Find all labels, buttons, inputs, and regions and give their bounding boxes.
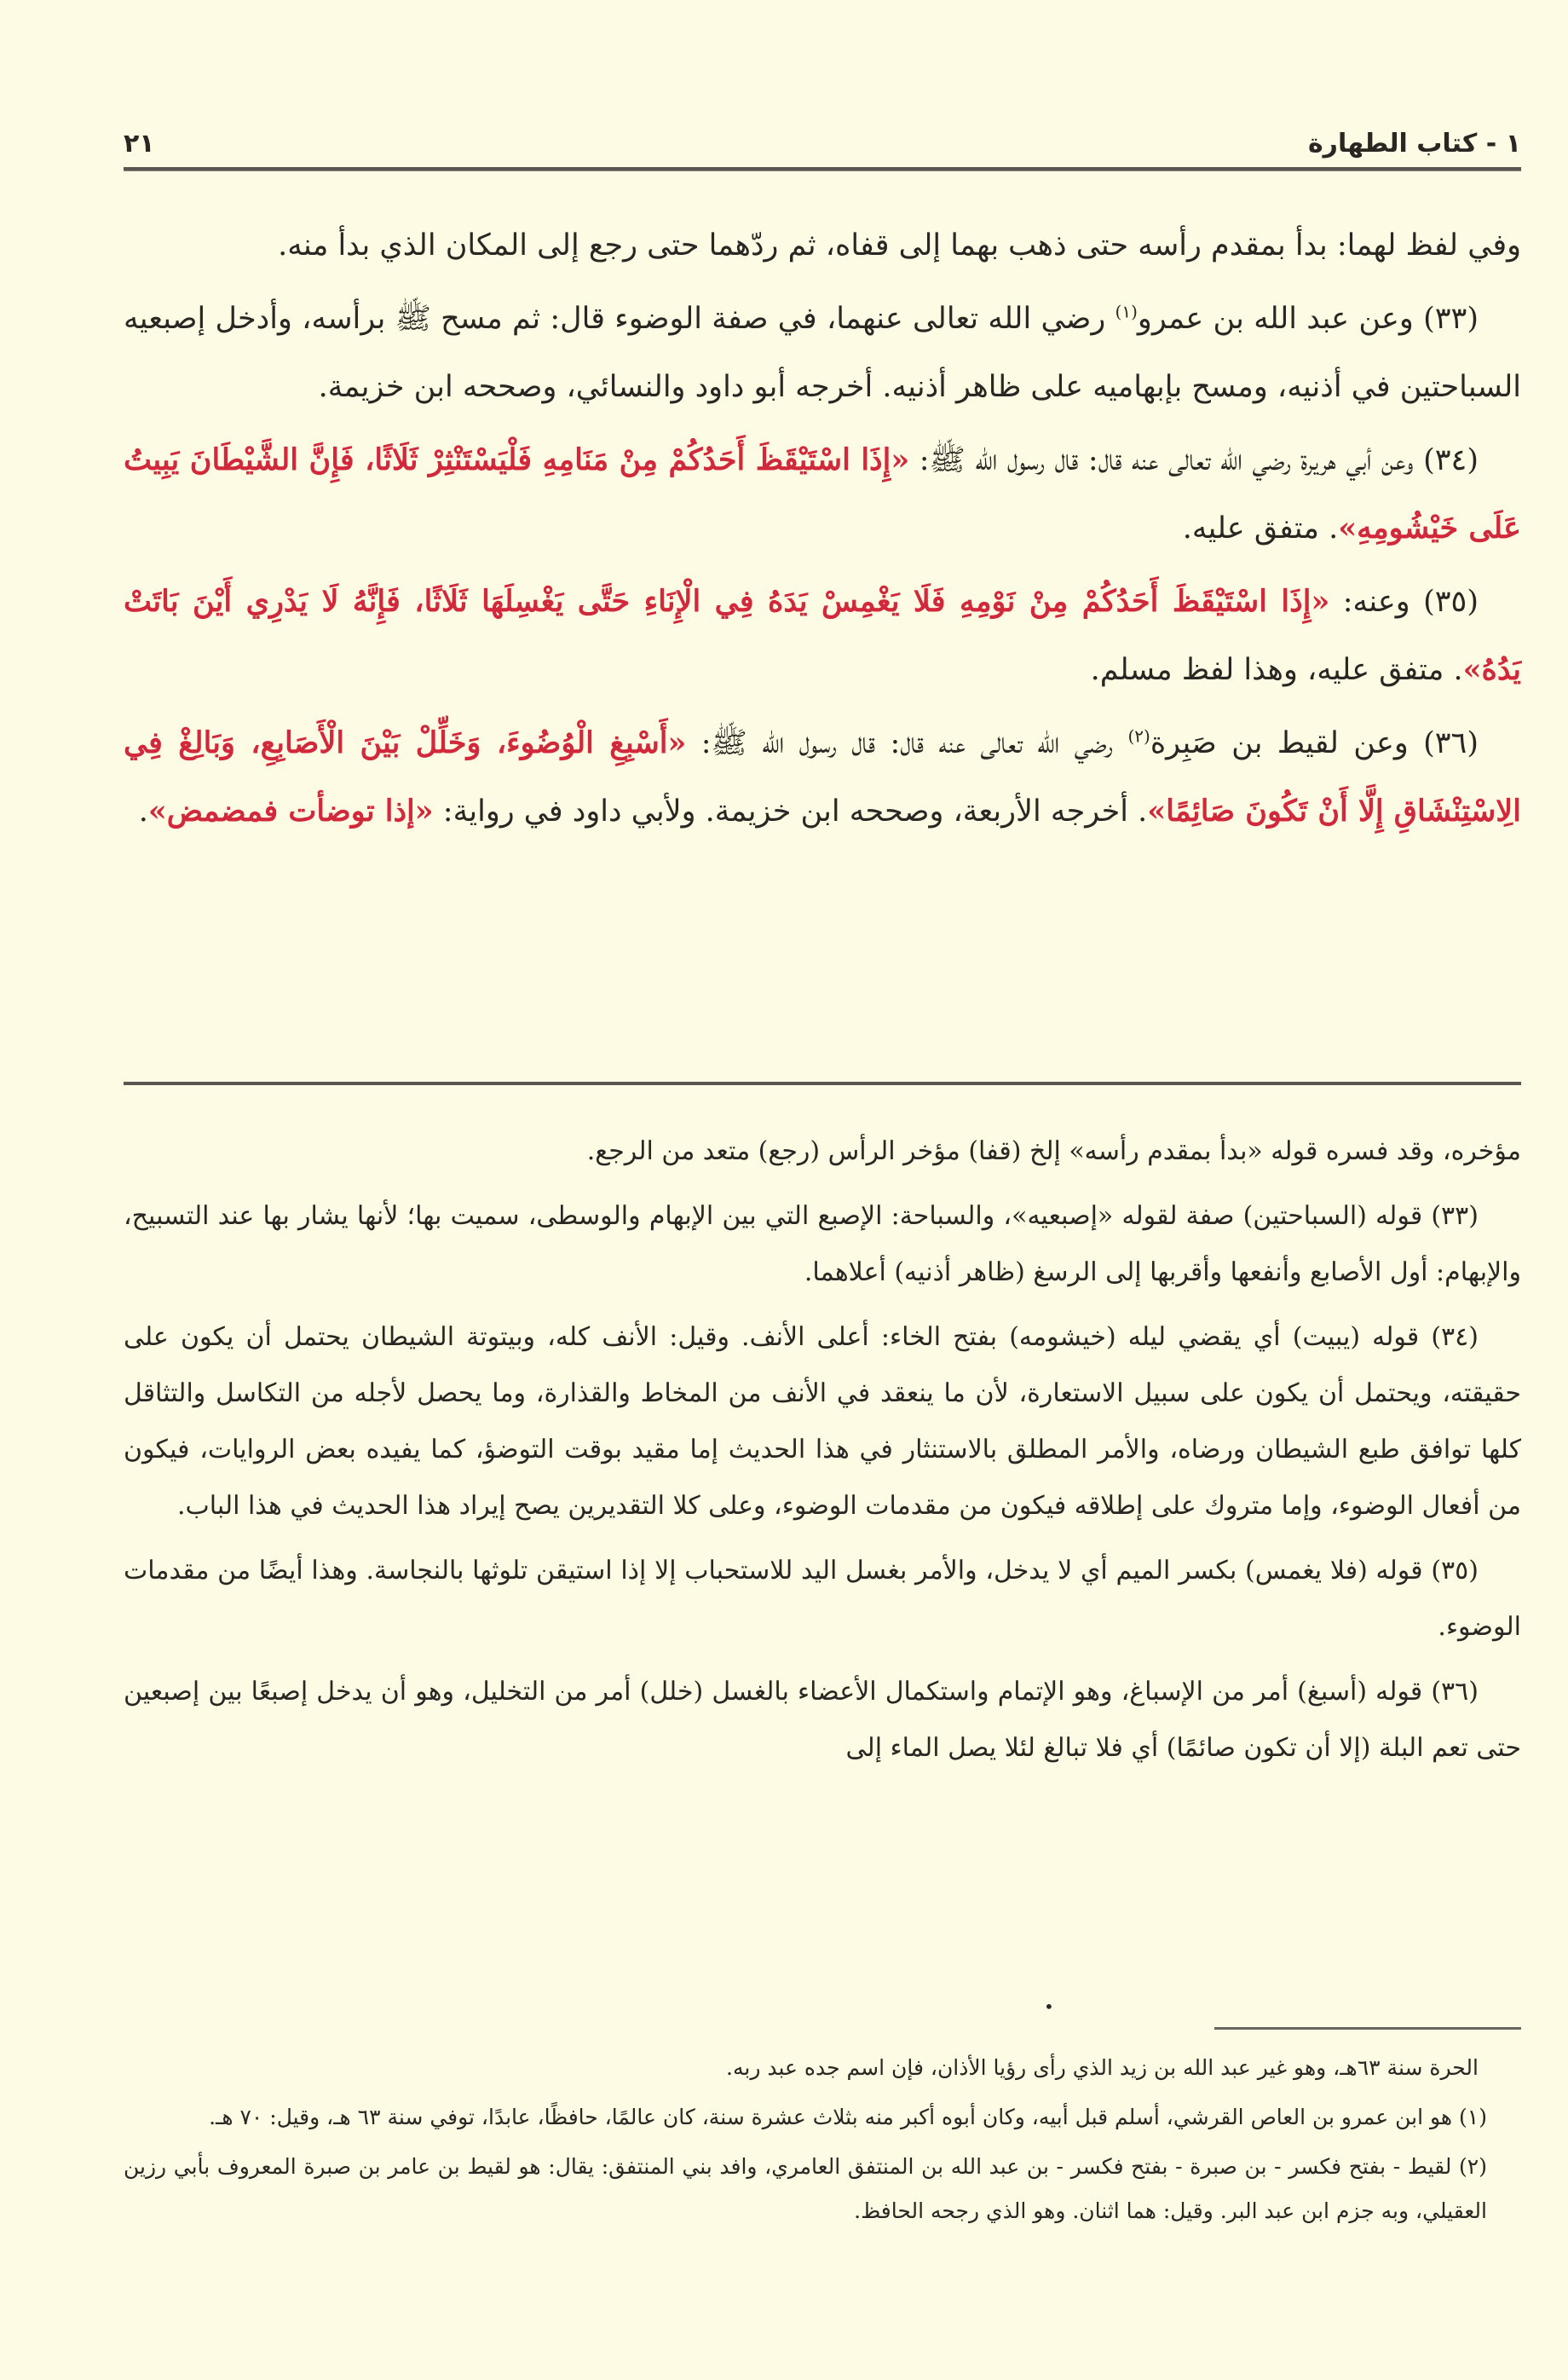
running-header [124,126,1521,160]
hadith-quote-variant: «إذا توضأت فمضمض» [147,794,434,829]
hadith-quote: «إِذَا اسْتَيْقَظَ أَحَدُكُمْ مِنْ نَوْمِهِ فَلَا يَغْمِسْ يَدَهُ فِي الْإِنَاءِ حَتَّى يَغْسِلَهَا ثَلَاثًا، فَإِنَّهُ لَا يَدْرِي أَيْنَ بَاتَتْ يَدُهُ» [124,584,1521,687]
footnotes [124,2046,1521,2238]
footnote-continuation: الحرة سنة ٦٣هـ، وهو غير عبد الله بن زيد الذي رأى رؤيا الأذان، فإن اسم جده عبد ربه. [726,2055,1479,2080]
hadith-34: (٣٤) وعن أبي هريرة رضي الله تعالى عنه قال: قال رسول الله ﷺ: «إِذَا اسْتَيْقَظَ أَحَدُكُمْ مِنْ مَنَامِهِ فَلْيَسْتَنْثِرْ ثَلَاثًا، فَإِنَّ الشَّيْطَانَ يَبِيتُ عَلَى خَيْشُومِهِ». متفق عليه. [124,442,1521,546]
commentary-33: (٣٣) قوله (السباحتين) صفة لقوله «إصبعيه»، والسباحة: الإصبع التي بين الإبهام والوسطى، سميت بها؛ لأنها يشار بها عند التسبيح، والإبهام: أول الأصابع وأنفعها وأقربها إلى الرسغ (ظاهر أذنيه) أعلاهما. [124,1201,1521,1287]
continuation-mark: • [1044,1996,1054,2017]
paragraph-continuation: وفي لفظ لهما: بدأ بمقدم رأسه حتى ذهب بهما إلى قفاه، ثم ردّهما حتى رجع إلى المكان الذي بدأ منه. [278,228,1521,263]
commentary-divider [124,1082,1521,1085]
commentary-35: (٣٥) قوله (فلا يغمس) بكسر الميم أي لا يدخل، والأمر بغسل اليد للاستحباب إلا إذا استيقن تلوثها بالنجاسة. وهذا أيضًا من مقدمات الوضوء. [124,1556,1521,1642]
chapter-title: ١ - كتاب الطهارة [1307,128,1521,159]
main-text [124,211,1521,851]
book-page [124,0,1521,2380]
hadith-33: (٣٣) وعن عبد الله بن عمرو$^{(١)}$ رضي الله تعالى عنهما، في صفة الوضوء قال: ثم مسح ﷺ برأسه، وأدخل إصبعيه السباحتين في أذنيه، ومسح بإبهاميه على ظاهر أذنيه. أخرجه أبو داود والنسائي، وصححه ابن خزيمة. [124,301,1521,404]
hadith-quote: «أَسْبِغِ الْوُضُوءَ، وَخَلِّلْ بَيْنَ الْأَصَابِعِ، وَبَالِغْ فِي الِاسْتِنْشَاقِ إِلَّا أَنْ تَكُونَ صَائِمًا» [124,725,1521,829]
hadith-36: (٣٦) وعن لقيط بن صَبِرة$^{(٢)}$ رضي الله تعالى عنه قال: قال رسول الله ﷺ: «أَسْبِغِ الْوُضُوءَ، وَخَلِّلْ بَيْنَ الْأَصَابِعِ، وَبَالِغْ فِي الِاسْتِنْشَاقِ إِلَّا أَنْ تَكُونَ صَائِمًا». أخرجه الأربعة، وصححه ابن خزيمة. ولأبي داود في رواية: «إذا توضأت فمضمض». [124,725,1521,829]
commentary-34: (٣٤) قوله (يبيت) أي يقضي ليله (خيشومه) بفتح الخاء: أعلى الأنف. وقيل: الأنف كله، وبيتوتة الشيطان يحتمل أن يكون على حقيقته، ويحتمل أن يكون على سبيل الاستعارة، لأن ما ينعقد في الأنف من المخاط والقذارة، وما يحصل لأجله من التكاسل والتثاقل كلها توافق طبع الشيطان ورضاه، والأمر المطلق بالاستنثار في هذا الحديث إما مقيد بوقت التوضؤ، كما يفيده بعض الروايات، فيكون من أفعال الوضوء، وإما متروك على إطلاقه فيكون من مقدمات الوضوء، وعلى كلا التقديرين يصح إيراد هذا الحديث في هذا الباب. [124,1322,1521,1521]
commentary-continuation: مؤخره، وقد فسره قوله «بدأ بمقدم رأسه» إلخ (قفا) مؤخر الرأس (رجع) متعد من الرجع. [586,1136,1521,1166]
hadith-quote: «إِذَا اسْتَيْقَظَ أَحَدُكُمْ مِنْ مَنَامِهِ فَلْيَسْتَنْثِرْ ثَلَاثًا، فَإِنَّ الشَّيْطَانَ يَبِيتُ عَلَى خَيْشُومِهِ» [124,442,1521,546]
commentary [124,1124,1521,1785]
header-divider [124,167,1521,171]
hadith-35: (٣٥) وعنه: «إِذَا اسْتَيْقَظَ أَحَدُكُمْ مِنْ نَوْمِهِ فَلَا يَغْمِسْ يَدَهُ فِي الْإِنَاءِ حَتَّى يَغْسِلَهَا ثَلَاثًا، فَإِنَّهُ لَا يَدْرِي أَيْنَ بَاتَتْ يَدُهُ». متفق عليه، وهذا لفظ مسلم. [124,584,1521,687]
commentary-36: (٣٦) قوله (أسبغ) أمر من الإسباغ، وهو الإتمام واستكمال الأعضاء بالغسل (خلل) أمر من التخليل، وهو أن يدخل إصبعًا بين إصبعين حتى تعم البلة (إلا أن تكون صائمًا) أي فلا تبالغ لئلا يصل الماء إلى [124,1677,1521,1763]
footnote-divider [1214,2027,1521,2030]
footnote-2: (٢) لقيط - بفتح فكسر - بن صبرة - بفتح فكسر - بن عبد الله بن المنتفق العامري، وافد بني المنتفق: يقال: هو لقيط بن عامر بن صبرة المعروف بأبي رزين العقيلي، وبه جزم ابن عبد البر. وقيل: هما اثنان. وهو الذي رجحه الحافظ. [124,2154,1487,2223]
footnote-ref-1[interactable]: (١) [1115,301,1138,322]
footnote-1: (١) هو ابن عمرو بن العاص القرشي، أسلم قبل أبيه، وكان أبوه أكبر منه بثلاث عشرة سنة، كان عالمًا، حافظًا، عابدًا، توفي سنة ٦٣ هـ، وقيل: ٧٠ هـ. [209,2105,1487,2129]
page-number: ٢١ [124,128,155,159]
footnote-ref-2[interactable]: (٢) [1127,725,1150,747]
